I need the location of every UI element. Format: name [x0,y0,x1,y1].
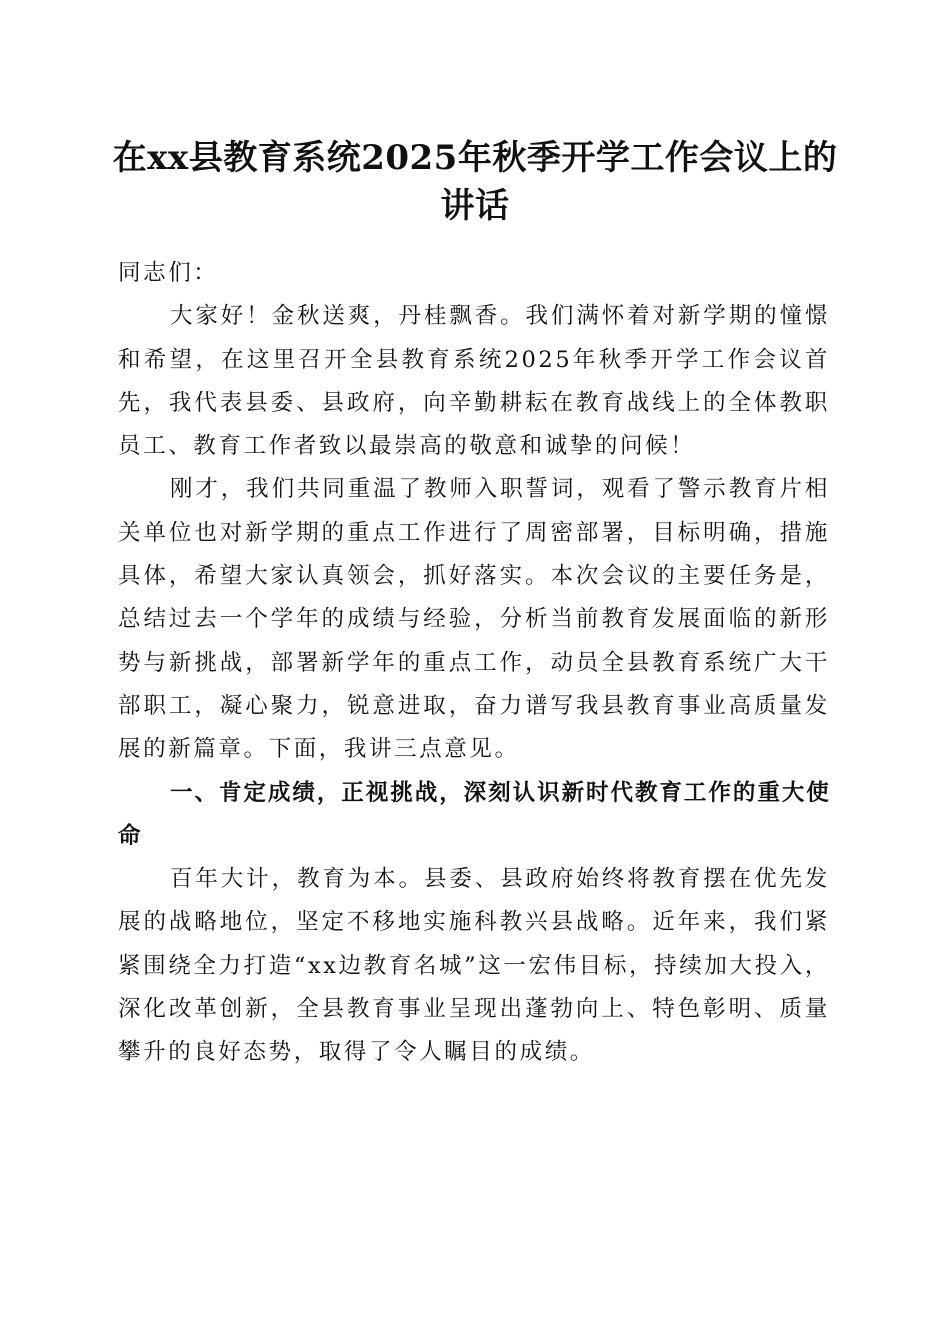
paragraph-meeting-tasks: 刚才，我们共同重温了教师入职誓词，观看了警示教育片相关单位也对新学期的重点工作进行了周密部署，目标明确，措施具体，希望大家认真领会，抓好落实。本次会议的主要任务是，总结过去一个学年的成绩与经验，分析当前教育发展面临的新形势与新挑战，部署新学年的重点工作，动员全县教育系统广大干部职工，凝心聚力，锐意进取，奋力谱写我县教育事业高质量发展的新篇章。下面，我讲三点意见。 [118,476,830,763]
salutation: 同志们： [118,260,219,286]
section-heading: 一、肯定成绩，正视挑战，深刻认识新时代教育工作的重大使命 [118,779,830,849]
document-body [118,252,830,1075]
document-title: 在xx县教育系统2025年秋季开学工作会议上的讲话 [112,138,838,226]
paragraph-achievements: 百年大计，教育为本。县委、县政府始终将教育摆在优先发展的战略地位，坚定不移地实施科教兴县战略。近年来，我们紧紧围绕全力打造“xx边教育名城”这一宏伟目标，持续加大投入，深化改革创新，全县教育事业呈现出蓬勃向上、特色彰明、质量攀升的良好态势，取得了令人瞩目的成绩。 [118,866,830,1066]
paragraph-greeting: 大家好！金秋送爽，丹桂飘香。我们满怀着对新学期的憧憬和希望，在这里召开全县教育系统2025年秋季开学工作会议首先，我代表县委、县政府，向辛勤耕耘在教育战线上的全体教职员工、教育工作者致以最崇高的敬意和诚挚的问候！ [118,303,830,460]
